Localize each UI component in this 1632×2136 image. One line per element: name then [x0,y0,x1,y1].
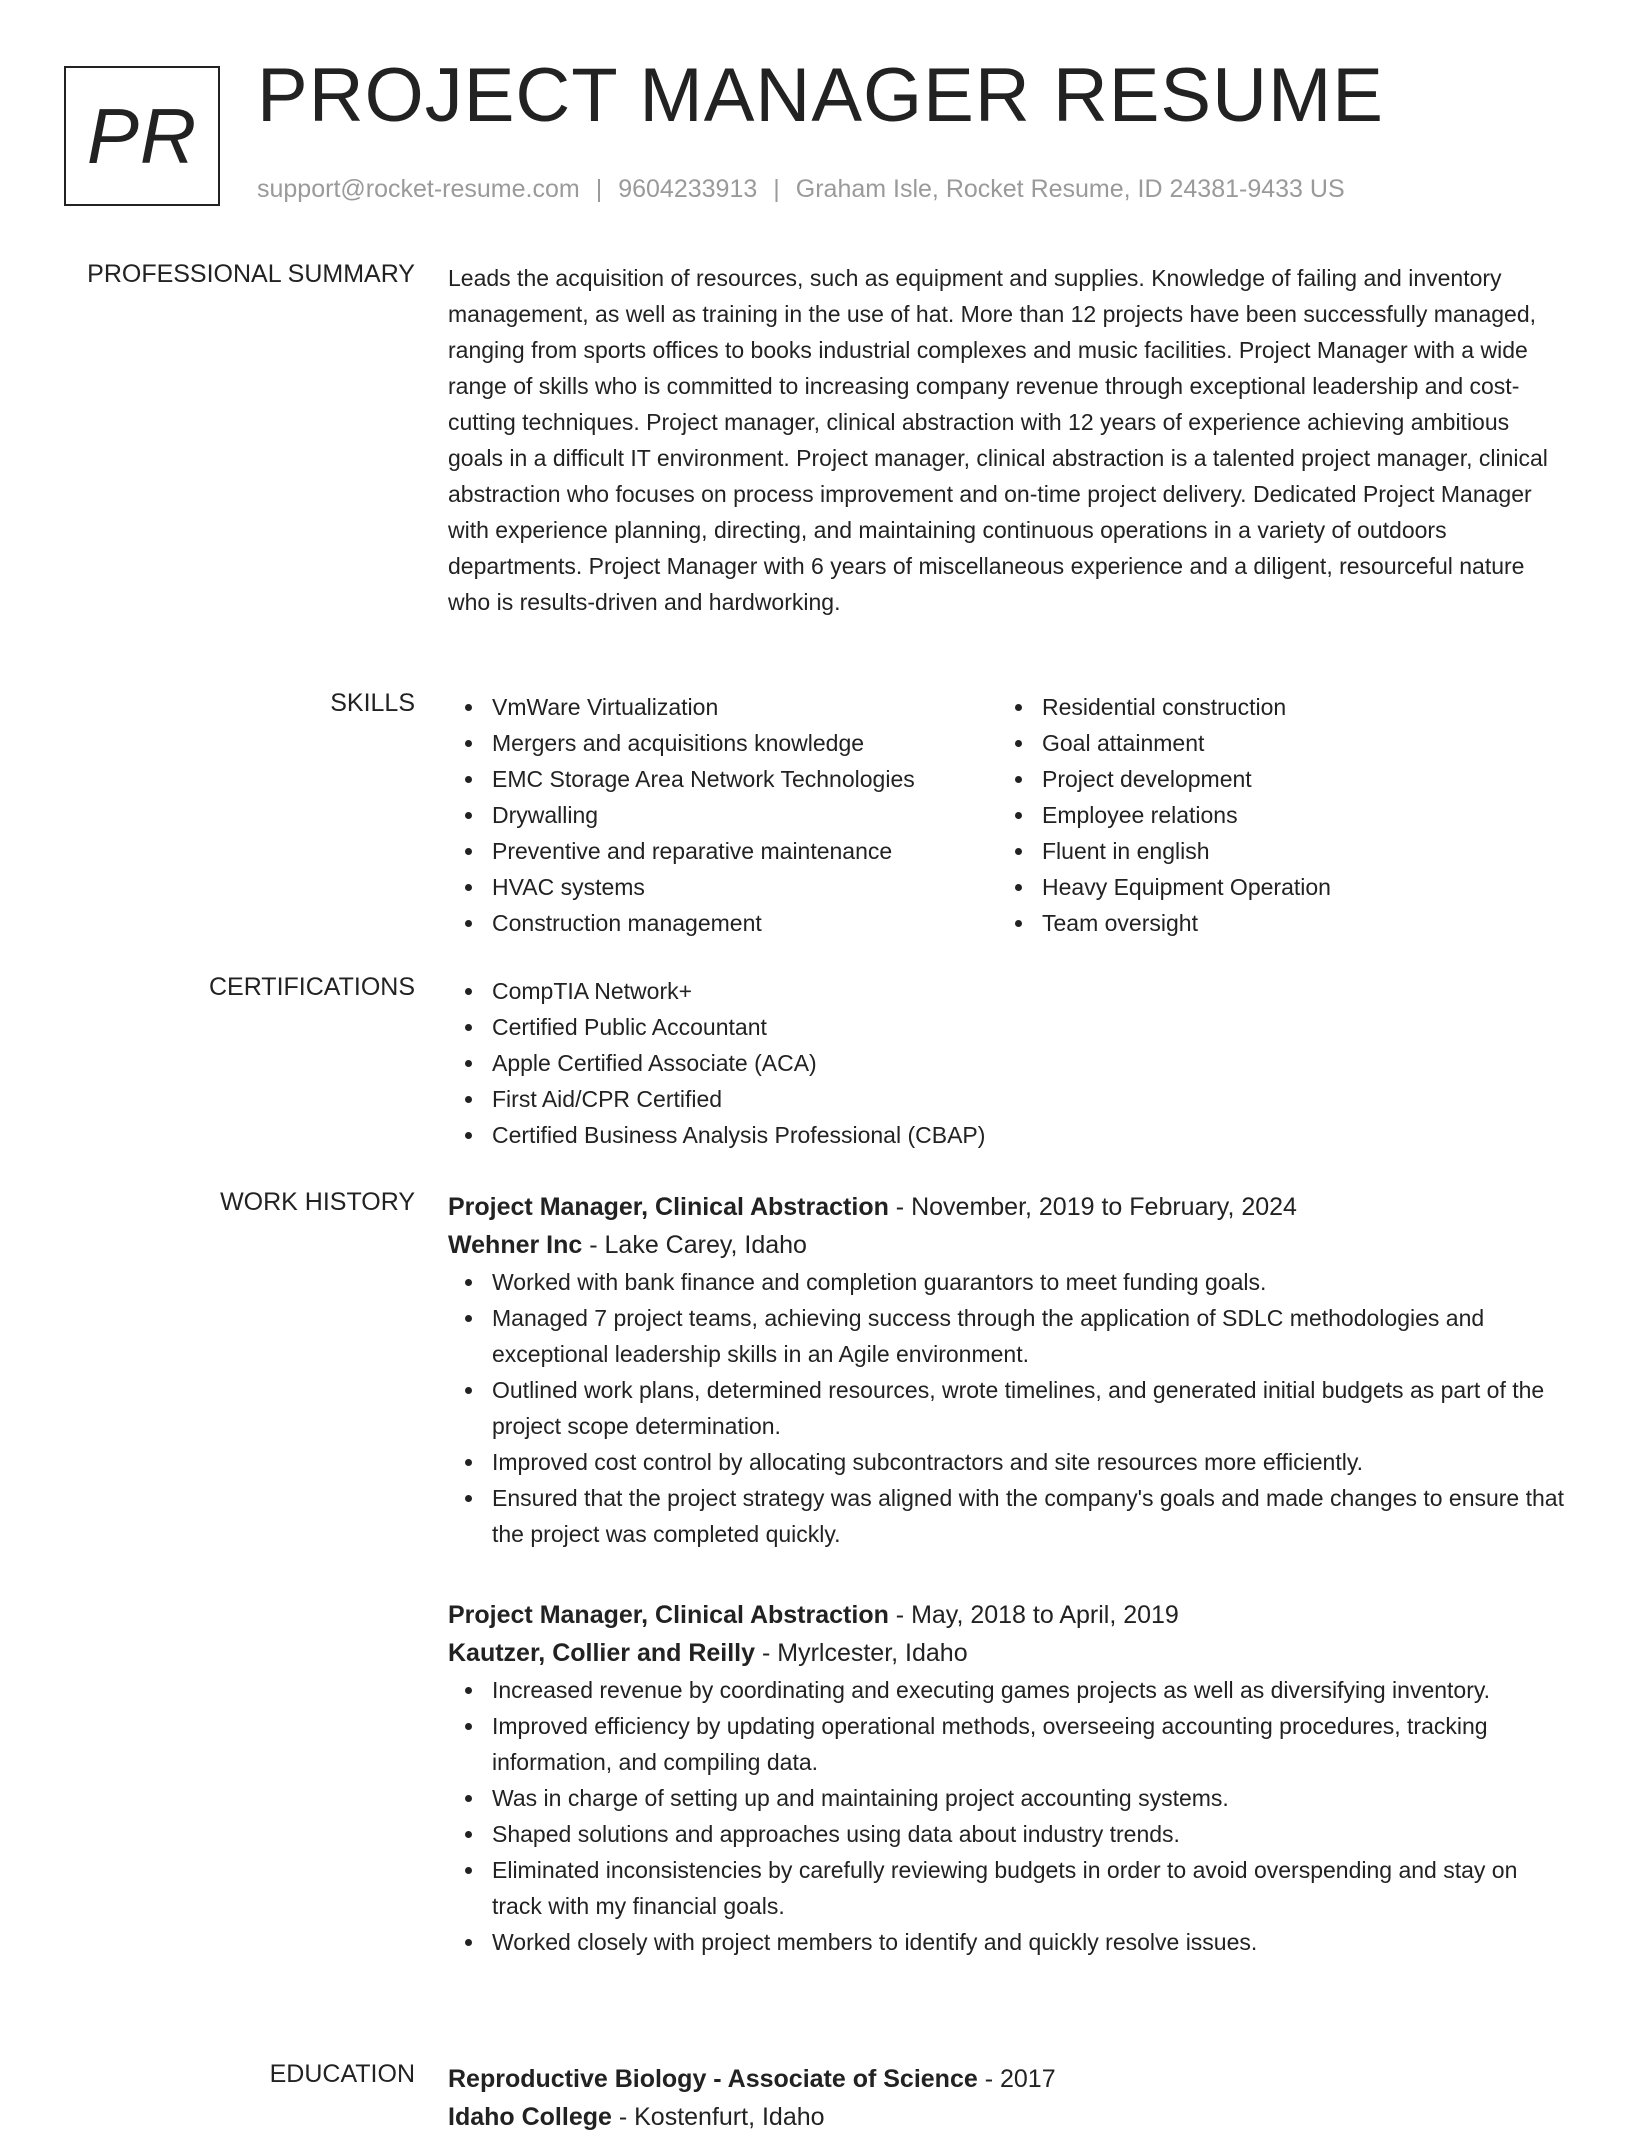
skill-item: Team oversight [1042,905,1548,941]
job-dates: - November, 2019 to February, 2024 [888,1193,1297,1221]
skill-item: Heavy Equipment Operation [1042,869,1548,905]
skills-grid [448,689,1568,941]
job-duty-item: Improved efficiency by updating operational methods, overseeing accounting procedures, tracking information, and compiling data. [492,1708,1568,1780]
skill-item: Residential construction [1042,689,1548,725]
section-label-skills: SKILLS [330,689,415,717]
skill-item: Construction management [492,905,998,941]
job-location: - Lake Carey, Idaho [582,1231,807,1259]
summary-body [448,260,1568,620]
job-title: Project Manager, Clinical Abstraction [448,1601,889,1629]
skill-item: Fluent in english [1042,833,1548,869]
skill-item: Goal attainment [1042,725,1548,761]
skill-item: Mergers and acquisitions knowledge [492,725,998,761]
job-company: Wehner Inc [448,1231,583,1259]
education-degree: Reproductive Biology - Associate of Science [448,2065,978,2093]
education-school-line [448,2098,1568,2136]
skill-item: Drywalling [492,797,998,833]
job-duty-item: Eliminated inconsistencies by carefully reviewing budgets in order to avoid overspending and stay on track with my financial goals. [492,1852,1568,1924]
job-duties [448,1264,1568,1552]
certification-item: First Aid/CPR Certified [492,1081,1568,1117]
contact-phone: 9604233913 [618,175,758,203]
job-title: Project Manager, Clinical Abstraction [448,1193,889,1221]
job-duty-item: Shaped solutions and approaches using data about industry trends. [492,1816,1568,1852]
section-label-summary: PROFESSIONAL SUMMARY [87,260,415,288]
monogram-logo: PR [64,66,220,206]
job-duty-item: Was in charge of setting up and maintaining project accounting systems. [492,1780,1568,1816]
certification-item: Apple Certified Associate (ACA) [492,1045,1568,1081]
job-title-line [448,1596,1568,1634]
job-title-line [448,1188,1568,1226]
job-duty-item: Worked with bank finance and completion guarantors to meet funding goals. [492,1264,1568,1300]
certification-item: Certified Business Analysis Professional (CBAP) [492,1117,1568,1153]
job-duty-item: Worked closely with project members to identify and quickly resolve issues. [492,1924,1568,1960]
job-company: Kautzer, Collier and Reilly [448,1639,756,1667]
skill-item: EMC Storage Area Network Technologies [492,761,998,797]
skill-item: HVAC systems [492,869,998,905]
job-duty-item: Increased revenue by coordinating and executing games projects as well as diversifying inventory. [492,1672,1568,1708]
job-duty-item: Improved cost control by allocating subcontractors and site resources more efficiently. [492,1444,1568,1480]
contact-line [257,175,1345,204]
section-label-certifications: CERTIFICATIONS [208,973,415,1001]
work-history-body [448,1188,1568,1960]
resume-title: PROJECT MANAGER RESUME [257,53,1384,138]
job-duty-item: Outlined work plans, determined resources, wrote timelines, and generated initial budgets as part of the project scope determination. [492,1372,1568,1444]
certifications-body [448,973,1568,1153]
certification-item: CompTIA Network+ [492,973,1568,1009]
skill-item: Employee relations [1042,797,1548,833]
certification-item: Certified Public Accountant [492,1009,1568,1045]
skills-column-left [448,689,998,941]
skill-item: Project development [1042,761,1548,797]
education-degree-line [448,2060,1568,2098]
skills-body [448,689,1568,941]
skill-item: Preventive and reparative maintenance [492,833,998,869]
contact-email: support@rocket-resume.com [257,175,580,203]
job-company-line [448,1634,1568,1672]
skills-column-right [998,689,1548,941]
job-entry [448,1188,1568,1552]
job-duties [448,1672,1568,1960]
education-year: - 2017 [977,2065,1056,2093]
job-duty-item: Managed 7 project teams, achieving success through the application of SDLC methodologies and exceptional leadership skills in an Agile environment. [492,1300,1568,1372]
job-dates: - May, 2018 to April, 2019 [888,1601,1179,1629]
education-school: Idaho College [448,2103,612,2131]
education-body [448,2060,1568,2136]
job-company-line [448,1226,1568,1264]
education-location: - Kostenfurt, Idaho [611,2103,825,2131]
job-entry [448,1596,1568,1960]
contact-separator: | [773,175,780,203]
job-location: - Myrlcester, Idaho [755,1639,968,1667]
contact-separator: | [595,175,603,203]
section-label-work-history: WORK HISTORY [220,1188,415,1216]
contact-address: Graham Isle, Rocket Resume, ID 24381-9433 US [795,175,1345,203]
skill-item: VmWare Virtualization [492,689,998,725]
summary-text: Leads the acquisition of resources, such as equipment and supplies. Knowledge of failing and inventory management, as well as training in the use of hat. More than 12 projects have been successfully managed, ranging from sports offices to books industrial complexes and music facilities. Project Manager with a wide range of skills who is committed to increasing company revenue through exceptional leadership and cost-cutting techniques. Project manager, clinical abstraction with 12 years of experience achieving ambitious goals in a difficult IT environment. Project manager, clinical abstraction is a talented project manager, clinical abstraction who focuses on process improvement and on-time project delivery. Dedicated Project Manager with experience planning, directing, and maintaining continuous operations in a variety of outdoors departments. Project Manager with 6 years of miscellaneous experience and a diligent, resourceful nature who is results-driven and hardworking. [448,265,1548,615]
job-duty-item: Ensured that the project strategy was aligned with the company's goals and made changes to ensure that the project was completed quickly. [492,1480,1568,1552]
section-label-education: EDUCATION [269,2060,415,2088]
